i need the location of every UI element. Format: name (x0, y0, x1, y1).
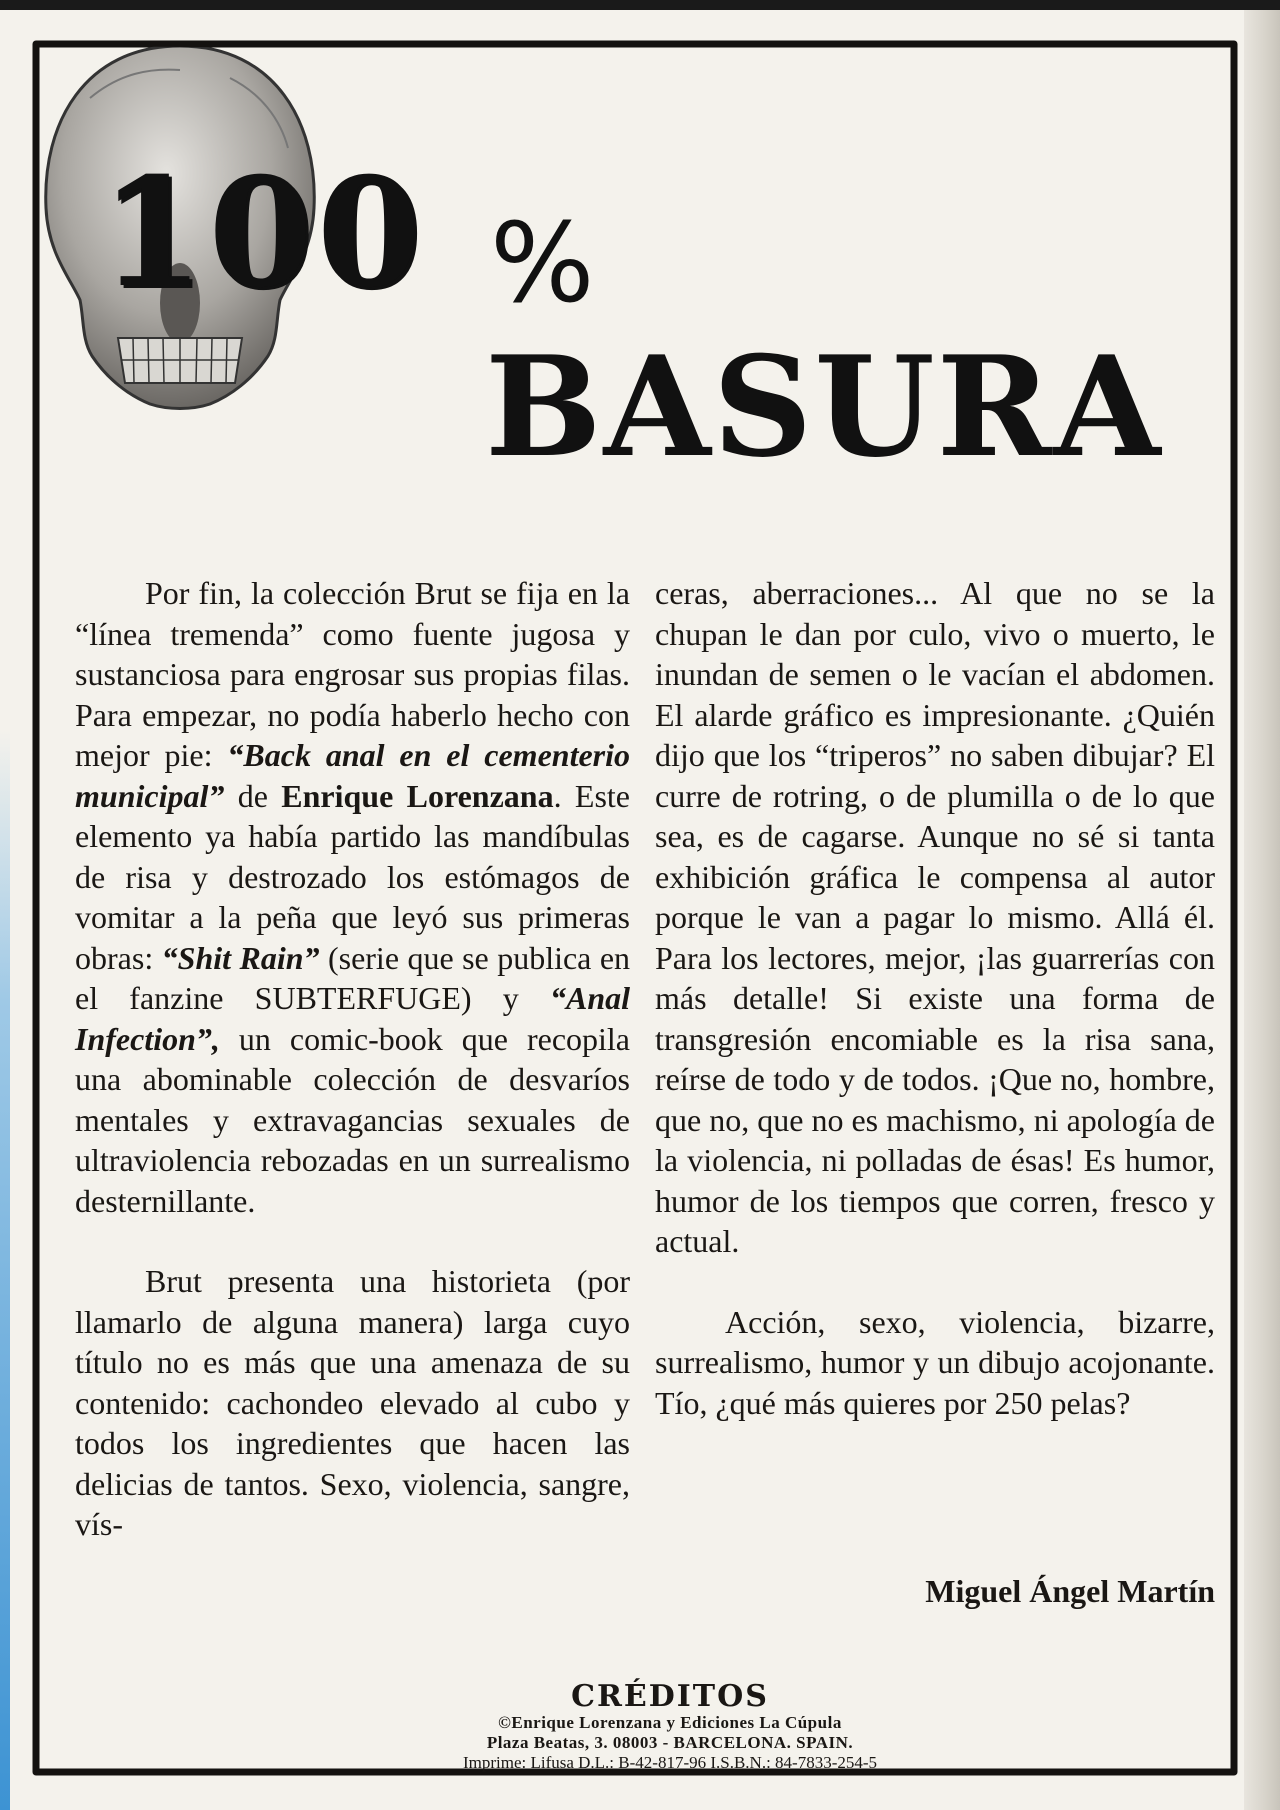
left-paragraph-2: Brut presenta una historieta (por llamarlo de alguna manera) larga cuyo título no es más que una amenaza de su contenido: cachondeo elevado al cubo y todos los ingredientes que hacen las delicias de tantos. Sexo, violencia, sangre, vís- (75, 1263, 630, 1542)
divider-brush-stroke (30, 38, 645, 50)
title-number: 100 (100, 145, 426, 321)
credits-printer: Imprime: Lifusa D.L.: B-42-817-96 I.S.B.N.: 84-7833-254-5 (462, 1753, 878, 1772)
credits-address: Plaza Beatas, 3. 08003 - BARCELONA. SPAIN. (486, 1733, 854, 1752)
work-title-back-anal: “Back anal en el cementerio municipal” (75, 737, 631, 814)
work-title-anal-infection: “Anal Infection”, (75, 980, 630, 1057)
left-paragraph-1 (75, 573, 630, 1221)
credits-copyright: ©Enrique Lorenzana y Ediciones La Cúpula (498, 1713, 842, 1732)
text-run: de (224, 777, 282, 814)
text-run: Por fin, la colección Brut se fija en la “línea tremenda” como fuente jugosa y sustanciosa para engrosar sus propias filas. Para empezar, no podía haberlo hecho con mejor pie: (75, 575, 630, 773)
text-run: un comic-book que recopila una abominable colección de desvaríos mentales y extravagancias sexuales de ultraviolencia rebozadas en un surrealismo desternillante. (75, 1020, 630, 1219)
signature: Miguel Ángel Martín (925, 1573, 1215, 1609)
left-page-edge (0, 10, 10, 1810)
title-word: BASURA (485, 325, 1163, 488)
work-title-shit-rain: “Shit Rain” (161, 939, 320, 976)
title-percent: % (490, 199, 595, 327)
right-paragraph-1: ceras, aberraciones... Al que no se la chupan le dan por culo, vivo o muerto, le inundan de semen o le vacían el abdomen. El alarde gráfico es impresionante. ¿Quién dijo que los “triperos” no saben dibujar? El curre de rotring, o de plumilla o de lo que sea, es de cagarse. Aunque no sé si tanta exhibición gráfica le compensa al autor porque le van a pagar lo mismo. Allá él. Para los lectores, mejor, ¡las guarrerías con más detalle! Si existe una forma de transgresión encomiable es la risa sana, reírse de todo y de todos. ¡Que no, hombre, que no, que no es machismo, ni apología de la violencia, ni polladas de ésas! Es humor, humor de los tiempos que corren, fresco y actual. (655, 575, 1215, 1259)
right-paragraph-2: Acción, sexo, violencia, bizarre, surrealismo, humor y un dibujo acojonante. Tío, ¿qué más quieres por 250 pelas? (655, 1303, 1215, 1421)
page-frame (30, 38, 1240, 1778)
text-run: . Este elemento ya había partido las mandíbulas de risa y destrozado los estómagos de vomitar a la peña que leyó sus primeras obras: (75, 777, 631, 976)
author-name: Enrique Lorenzana (281, 777, 554, 814)
top-edge-rule (0, 0, 1280, 10)
right-page-edge (1244, 10, 1280, 1810)
left-column (75, 573, 630, 1545)
credits-title: CRÉDITOS (571, 1679, 769, 1714)
right-column (655, 573, 1215, 1423)
credits-block (320, 1680, 1020, 1773)
text-run: (serie que se publica en el fanzine SUBTERFUGE) y (75, 939, 631, 1016)
